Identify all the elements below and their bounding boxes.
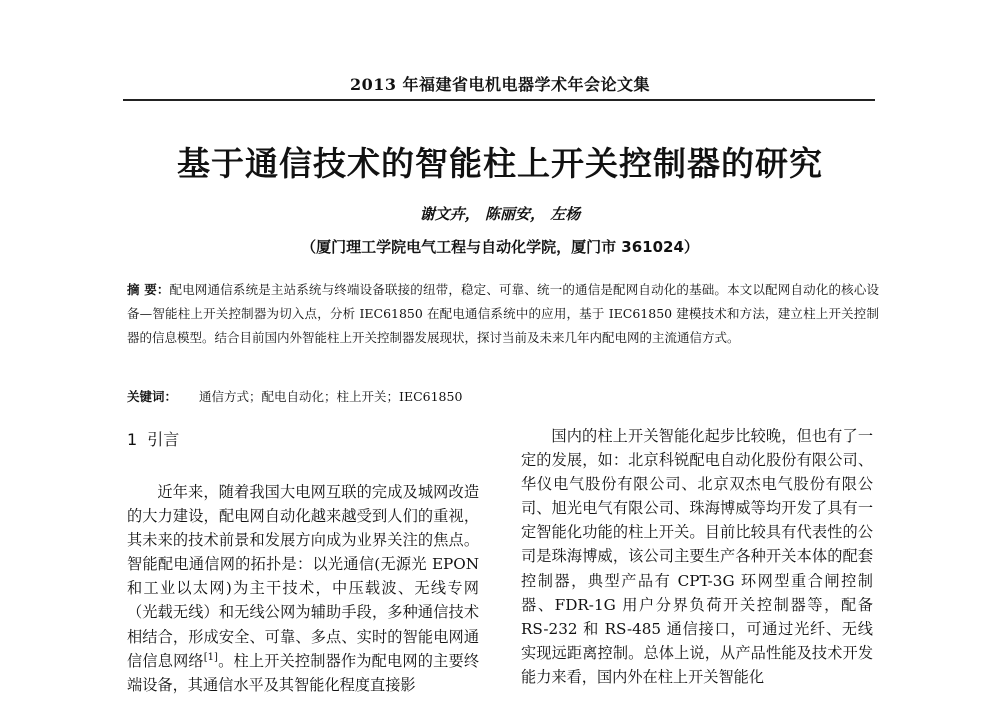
abstract — [127, 278, 879, 350]
paper-title: 基于通信技术的智能柱上开关控制器的研究 — [177, 144, 823, 183]
header-rule — [123, 99, 875, 101]
intro-text-a: 近年来，随着我国大电网互联的完成及城网改造的大力建设，配电网自动化越来越受到人们的重视，其未来的技术前景和发展方向成为业界关注的焦点。智能配电通信网的拓扑是：以光通信(无源光 EPON 和工业以太网)为主干技术，中压载波、无线专网（光载无线）和无线公网为辅助手段，多种通信技术相结合，形成安全、可靠、多点、实时的智能电网通信信息网络 — [127, 483, 479, 670]
abstract-text: 配电网通信系统是主站系统与终端设备联接的纽带，稳定、可靠、统一的通信是配网自动化的基础。本文以配网自动化的核心设备—智能柱上开关控制器为切入点，分析 IEC61850 在配电通信系统中的应用，基于 IEC61850 建模技术和方法，建立柱上开关控制器的信息模型。结合目前国内外智能柱上开关控制器发展现状，探讨当前及未来几年内配电网的主流通信方式。 — [127, 282, 879, 345]
section-title: 引言 — [147, 430, 180, 449]
affiliation: （厦门理工学院电气工程与自动化学院，厦门市 361024） — [301, 238, 699, 256]
keywords — [127, 387, 879, 407]
keywords-label: 关键词： — [127, 389, 178, 404]
intro-paragraph — [127, 480, 479, 697]
section-heading — [127, 430, 479, 450]
abstract-label: 摘 要： — [127, 282, 170, 297]
left-column — [127, 424, 479, 697]
section-number: 1 — [127, 430, 138, 449]
right-column — [521, 424, 873, 689]
intro-text-b: 。柱上开关控制器作为配电网的主要终端设备，其通信水平及其智能化程度直接影 — [127, 651, 480, 694]
keywords-text: 通信方式；配电自动化；柱上开关；IEC61850 — [199, 389, 463, 404]
right-paragraph: 国内的柱上开关智能化起步比较晚，但也有了一定的发展，如：北京科锐配电自动化股份有限公司、华仪电气股份有限公司、北京双杰电气股份有限公司、旭光电气有限公司、珠海博威等均开发了具有一定智能化功能的柱上开关。目前比较具有代表性的公司是珠海博威，该公司主要生产各种开关本体的配套控制器，典型产品有 CPT-3G 环网型重合闸控制器、FDR-1G 用户分界负荷开关控制器等，配备 RS-232 和 RS-485 通信接口，可通过光纤、无线实现远距离控制。总体上说，从产品性能及技术开发能力来看，国内外在柱上开关智能化 — [521, 427, 873, 686]
authors: 谢文卉， 陈丽安， 左杨 — [419, 205, 581, 223]
citation: [1] — [203, 651, 218, 663]
running-head: 2013 年福建省电机电器学术年会论文集 — [349, 75, 651, 94]
